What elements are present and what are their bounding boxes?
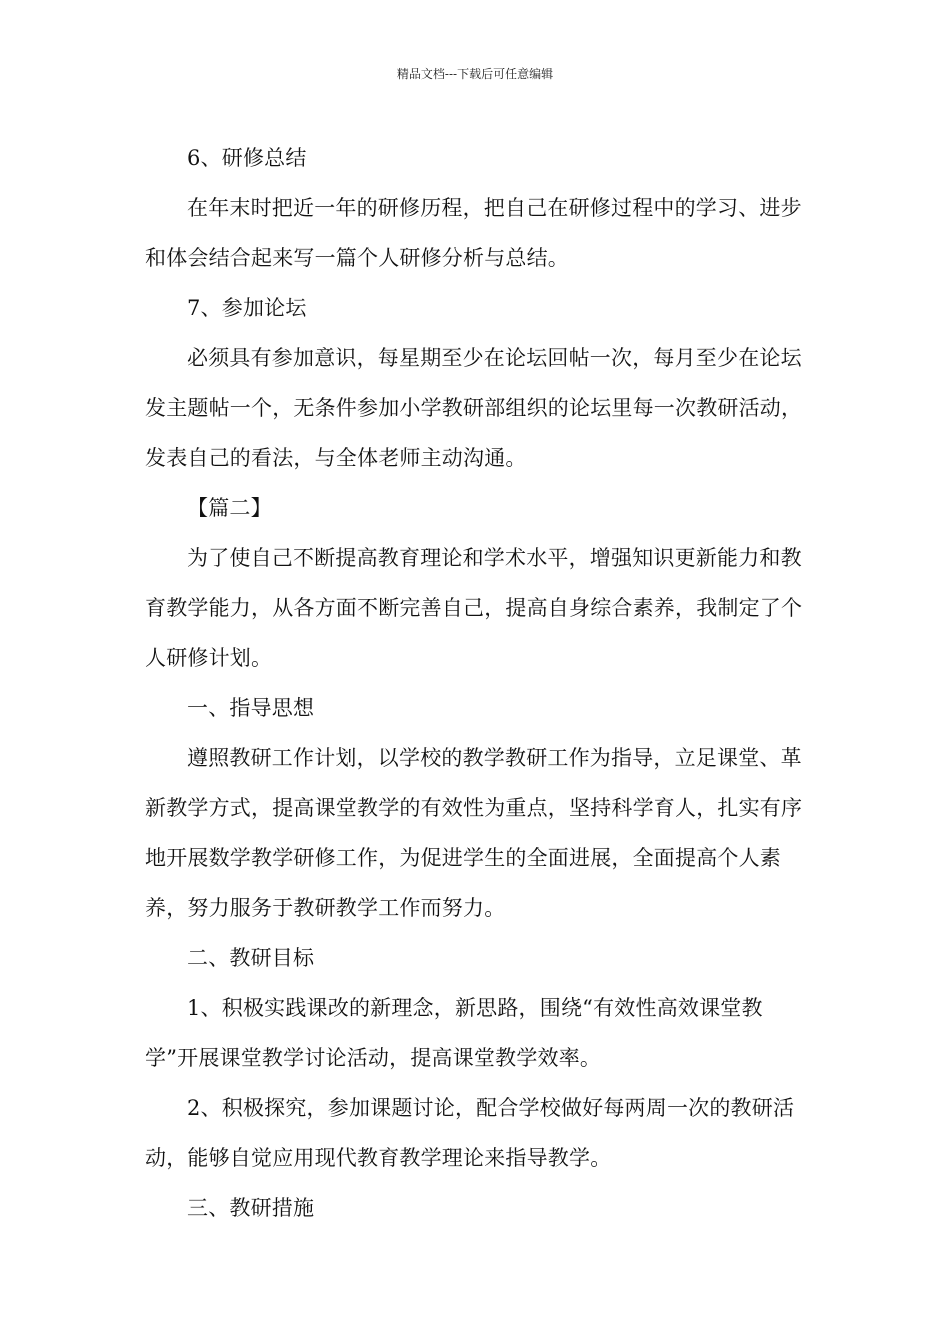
document-body	[145, 133, 811, 1233]
paragraph: 必须具有参加意识，每星期至少在论坛回帖一次，每月至少在论坛发主题帖一个，无条件参加小学教研部组织的论坛里每一次教研活动，发表自己的看法，与全体老师主动沟通。	[145, 346, 803, 470]
section-heading-research-measures: 三、教研措施	[187, 1196, 315, 1220]
page-header: 精品文档---下载后可任意编辑	[396, 67, 554, 81]
paragraph: 1、积极实践课改的新理念，新思路，围绕“有效性高效课堂教学”开展课堂教学讨论活动，提高课堂教学效率。	[145, 996, 763, 1070]
section-heading-research-goals: 二、教研目标	[187, 946, 315, 970]
section-heading-research-summary: 6、研修总结	[187, 146, 307, 170]
section-heading-guiding-ideology: 一、指导思想	[187, 696, 315, 720]
section-heading-forum: 7、参加论坛	[187, 296, 307, 320]
part-two-heading: 【篇二】	[187, 496, 272, 520]
paragraph: 在年末时把近一年的研修历程，把自己在研修过程中的学习、进步和体会结合起来写一篇个人研修分析与总结。	[145, 196, 802, 270]
paragraph: 为了使自己不断提高教育理论和学术水平，增强知识更新能力和教育教学能力，从各方面不断完善自己，提高自身综合素养，我制定了个人研修计划。	[145, 546, 803, 670]
paragraph: 2、积极探究，参加课题讨论，配合学校做好每两周一次的教研活动，能够自觉应用现代教育教学理论来指导教学。	[145, 1096, 795, 1170]
paragraph: 遵照教研工作计划，以学校的教学教研工作为指导，立足课堂、革新教学方式，提高课堂教学的有效性为重点，坚持科学育人，扎实有序地开展数学教学研修工作，为促进学生的全面进展，全面提高个人素养，努力服务于教研教学工作而努力。	[145, 746, 803, 920]
